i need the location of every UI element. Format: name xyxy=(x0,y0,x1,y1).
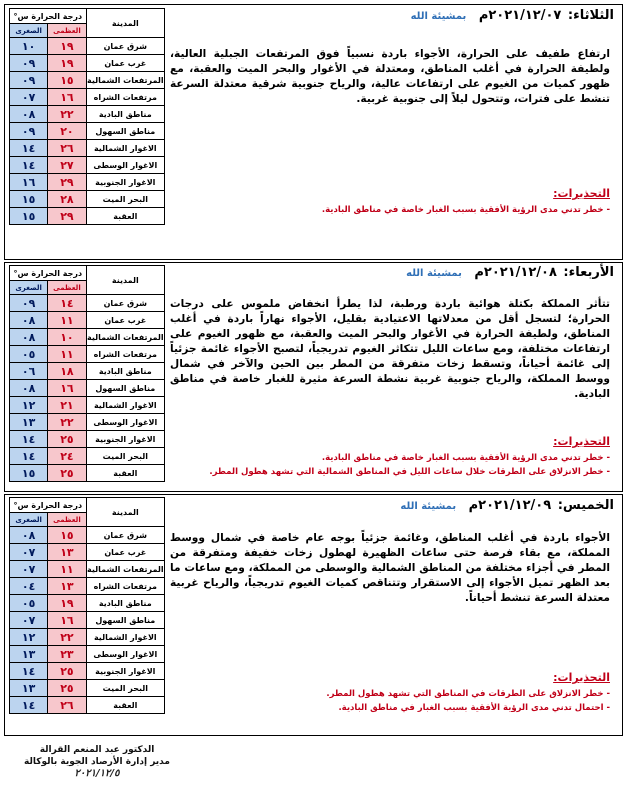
day-date: ٢٠٢١/١٢/٠٩م xyxy=(468,498,552,513)
warning-item: - خطر تدني مدى الرؤية الأفقية بسبب الغبار خاصة في مناطق البادية. xyxy=(321,205,610,215)
min-header: الصغرى xyxy=(10,281,48,295)
table-row: مناطق البادية ١٩ ٠٥ xyxy=(10,595,165,612)
forecast-text: تتأثر المملكة بكتلة هوائية باردة ورطبة، لذا يطرأ انخفاض ملموس على درجات الحرارة؛ لتسجل أقل من معدلاتها الاعتيادية بقليل، الأجواء نهاراً باردة في أغلب المناطق، ولطيفة الحرارة في الأغوار والبحر الميت والعقبة، مع ظهور الغيوم على ارتفاعات مختلفة، ومع ساعات الليل تتكاثر الغيوم تدريجياً، لتصبح الأجواء غائمة جزئياً إلى غائمة أحياناً، وتسقط زخات متفرقة من المطر بين الحين والآخر في شمال ووسط المملكة، والرياح جنوبية غربية نشطة السرعة مثيرة للغبار خاصة في مناطق البادية. xyxy=(170,298,610,400)
table-row: الاغوار الجنوبية ٢٥ ١٤ xyxy=(10,431,165,448)
day-name: الثلاثاء: xyxy=(567,8,614,23)
signatory-name: الدكتور عبد المنعم القرالة xyxy=(39,745,155,755)
forecast-text: الأجواء باردة في أغلب المناطق، وغائمة جزئياً بوجه عام خاصة في شمال ووسط المملكة، مع بقاء فرصة حتى ساعات الظهيرة لهطول زخات خفيفة ومتفرقة من المطر في أجزاء مختلفة من المناطق الشمالية والوسطى من المملكة، ومع ساعات ما بعد الظهر تميل الأجواء إلى الاستقرار وتتناقص كميات الغيوم تدريجياً، والرياح غربية معتدلة السرعة تنشط أحياناً. xyxy=(170,532,610,604)
temperature-table xyxy=(9,265,165,482)
max-header: العظمى xyxy=(48,281,86,295)
day-forecast-wednesday xyxy=(4,262,623,492)
table-row: الاغوار الشمالية ٢١ ١٢ xyxy=(10,397,165,414)
warning-item: - احتمال تدني مدى الرؤية الأفقية بسبب الغبار في مناطق البادية. xyxy=(338,703,610,713)
temperature-table xyxy=(9,8,165,225)
table-row: البحر الميت ٢٥ ١٣ xyxy=(10,680,165,697)
table-row: مرتفعات الشراه ١٦ ٠٧ xyxy=(10,89,165,106)
table-row: مناطق السهول ١٦ ٠٨ xyxy=(10,380,165,397)
table-row: العقبة ٢٥ ١٥ xyxy=(10,465,165,482)
temp-header: درجة الحرارة س° xyxy=(10,498,87,513)
table-row: مناطق السهول ١٦ ٠٧ xyxy=(10,612,165,629)
warnings-title: التحذيرات: xyxy=(553,435,610,448)
table-row: الاغوار الوسطى ٢٧ ١٤ xyxy=(10,157,165,174)
warning-item: - خطر الانزلاق على الطرقات خلال ساعات الليل في المناطق الشمالية التي تشهد هطول المطر. xyxy=(209,467,610,477)
table-row: غرب عمان ١٣ ٠٧ xyxy=(10,544,165,561)
max-header: العظمى xyxy=(48,24,86,38)
warnings-title: التحذيرات: xyxy=(553,187,610,200)
table-row: الاغوار الجنوبية ٢٩ ١٦ xyxy=(10,174,165,191)
day-date: ٢٠٢١/١٢/٠٧م xyxy=(478,8,562,23)
table-row: غرب عمان ١١ ٠٨ xyxy=(10,312,165,329)
city-header: المدينة xyxy=(86,266,164,295)
signature-block xyxy=(22,744,172,780)
table-row: الاغوار الوسطى ٢٣ ١٣ xyxy=(10,646,165,663)
day-name: الخميس: xyxy=(557,498,614,513)
forecast-text: ارتفاع طفيف على الحرارة، الأجواء باردة نسبياً فوق المرتفعات الجبلية العالية، ولطيفة الحرارة في أغلب المناطق، ومعتدلة في الأغوار والبحر الميت والعقبة، مع ظهور كميات من الغيوم على ارتفاعات عالية، والرياح جنوبية شرقية معتدلة السرعة تنشط على فترات، وتتحول ليلاً إلى جنوبية غربية. xyxy=(170,48,610,105)
temperature-table xyxy=(9,497,165,714)
table-row: المرتفعات الشمالية ١٥ ٠٩ xyxy=(10,72,165,89)
table-row: العقبة ٢٦ ١٤ xyxy=(10,697,165,714)
signatory-title: مدير إدارة الأرصاد الجوية بالوكالة xyxy=(24,757,170,767)
table-row: شرق عمان ١٤ ٠٩ xyxy=(10,295,165,312)
table-row: المرتفعات الشمالية ١٠ ٠٨ xyxy=(10,329,165,346)
table-row: شرق عمان ١٩ ١٠ xyxy=(10,38,165,55)
table-row: الاغوار الشمالية ٢٢ ١٢ xyxy=(10,629,165,646)
table-row: الاغوار الوسطى ٢٢ ١٣ xyxy=(10,414,165,431)
city-header: المدينة xyxy=(86,498,164,527)
temp-header: درجة الحرارة س° xyxy=(10,266,87,281)
warning-item: - خطر تدني مدى الرؤية الأفقية بسبب الغبار خاصة في مناطق البادية. xyxy=(321,453,610,463)
warning-item: - خطر الانزلاق على الطرقات في المناطق التي تشهد هطول المطر. xyxy=(326,689,610,699)
day-name: الأربعاء: xyxy=(563,265,614,280)
table-row: مناطق السهول ٢٠ ٠٩ xyxy=(10,123,165,140)
day-header xyxy=(411,8,614,23)
table-row: المرتفعات الشمالية ١١ ٠٧ xyxy=(10,561,165,578)
table-row: العقبة ٢٩ ١٥ xyxy=(10,208,165,225)
day-forecast-tuesday xyxy=(4,4,623,260)
table-row: البحر الميت ٢٨ ١٥ xyxy=(10,191,165,208)
day-grace: بمشيئة الله xyxy=(410,11,467,22)
min-header: الصغرى xyxy=(10,513,48,527)
temp-header: درجة الحرارة س° xyxy=(10,9,87,24)
day-grace: بمشيئة الله xyxy=(406,268,462,279)
warnings-title: التحذيرات: xyxy=(553,671,610,684)
table-row: البحر الميت ٢٤ ١٤ xyxy=(10,448,165,465)
min-header: الصغرى xyxy=(10,24,48,38)
day-header xyxy=(406,265,614,280)
city-header: المدينة xyxy=(86,9,164,38)
signature-date: ٢٠٢١/١٢/٥ xyxy=(74,768,120,779)
table-row: مرتفعات الشراه ١٣ ٠٤ xyxy=(10,578,165,595)
table-row: مناطق البادية ٢٢ ٠٨ xyxy=(10,106,165,123)
table-row: الاغوار الشمالية ٢٦ ١٤ xyxy=(10,140,165,157)
day-header xyxy=(400,498,614,513)
day-forecast-thursday xyxy=(4,494,623,736)
day-grace: بمشيئة الله xyxy=(400,501,457,512)
table-row: شرق عمان ١٥ ٠٨ xyxy=(10,527,165,544)
max-header: العظمى xyxy=(48,513,86,527)
day-date: ٢٠٢١/١٢/٠٨م xyxy=(474,265,557,280)
table-row: الاغوار الجنوبية ٢٥ ١٤ xyxy=(10,663,165,680)
table-row: مرتفعات الشراه ١١ ٠٥ xyxy=(10,346,165,363)
table-row: مناطق البادية ١٨ ٠٦ xyxy=(10,363,165,380)
table-row: غرب عمان ١٩ ٠٩ xyxy=(10,55,165,72)
